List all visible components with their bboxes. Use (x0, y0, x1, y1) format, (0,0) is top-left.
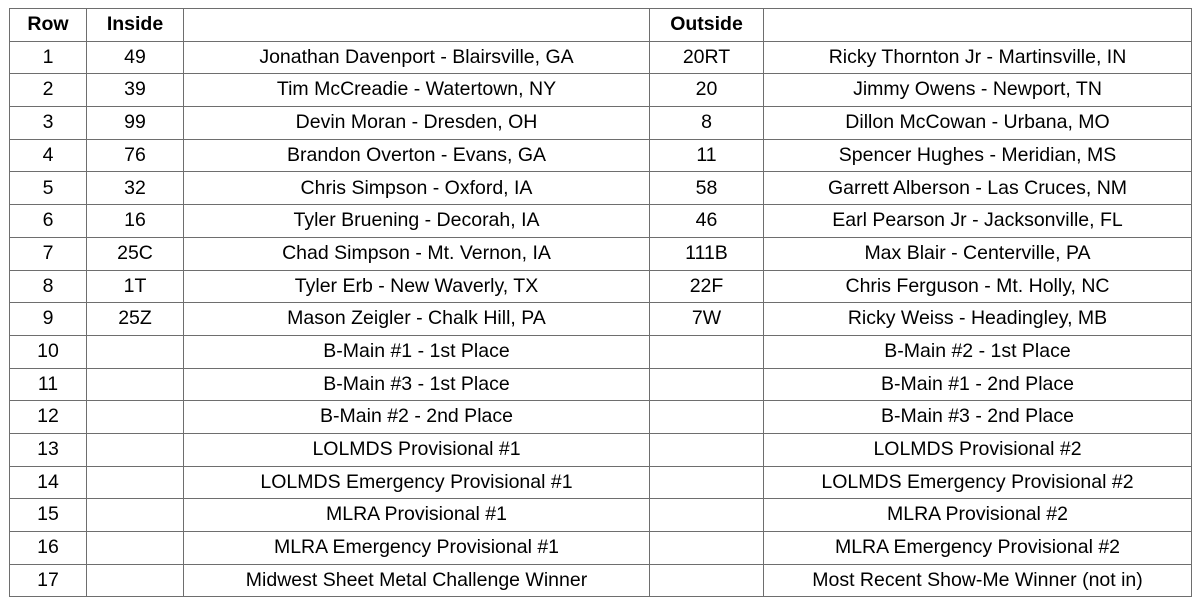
inside-car-number-cell: 39 (87, 74, 184, 107)
row-number-cell: 7 (10, 237, 87, 270)
lineup-table-container (9, 8, 1192, 597)
inside-driver-cell: B-Main #1 - 1st Place (184, 335, 650, 368)
outside-car-number-cell (650, 368, 764, 401)
row-number-cell: 10 (10, 335, 87, 368)
outside-driver-cell: Ricky Weiss - Headingley, MB (764, 303, 1192, 336)
table-row (10, 499, 1192, 532)
outside-car-number-cell (650, 499, 764, 532)
table-row (10, 205, 1192, 238)
outside-car-number-cell (650, 335, 764, 368)
outside-car-number-cell: 58 (650, 172, 764, 205)
table-row (10, 237, 1192, 270)
outside-car-number-cell: 111B (650, 237, 764, 270)
outside-driver-cell: MLRA Provisional #2 (764, 499, 1192, 532)
outside-driver-cell: Most Recent Show-Me Winner (not in) (764, 564, 1192, 597)
table-row (10, 433, 1192, 466)
table-row (10, 172, 1192, 205)
outside-driver-cell: LOLMDS Provisional #2 (764, 433, 1192, 466)
header-row (10, 9, 1192, 42)
inside-driver-cell: Chris Simpson - Oxford, IA (184, 172, 650, 205)
inside-driver-cell: Tyler Bruening - Decorah, IA (184, 205, 650, 238)
inside-car-number-cell: 49 (87, 41, 184, 74)
lineup-body (10, 41, 1192, 597)
outside-car-number-cell: 22F (650, 270, 764, 303)
table-row (10, 532, 1192, 565)
row-number-cell: 6 (10, 205, 87, 238)
inside-driver-cell: Brandon Overton - Evans, GA (184, 139, 650, 172)
inside-driver-cell: Tim McCreadie - Watertown, NY (184, 74, 650, 107)
row-number-cell: 13 (10, 433, 87, 466)
inside-car-number-cell (87, 466, 184, 499)
inside-driver-cell: Chad Simpson - Mt. Vernon, IA (184, 237, 650, 270)
inside-car-number-cell (87, 335, 184, 368)
outside-car-number-cell (650, 532, 764, 565)
inside-car-number-cell (87, 564, 184, 597)
table-row (10, 270, 1192, 303)
inside-car-number-cell (87, 401, 184, 434)
outside-car-number-cell (650, 433, 764, 466)
row-number-cell: 4 (10, 139, 87, 172)
inside-driver-cell: MLRA Emergency Provisional #1 (184, 532, 650, 565)
table-row (10, 368, 1192, 401)
inside-car-number-cell: 32 (87, 172, 184, 205)
inside-car-number-cell: 16 (87, 205, 184, 238)
outside-car-number-cell: 7W (650, 303, 764, 336)
outside-car-number-cell (650, 564, 764, 597)
table-row (10, 107, 1192, 140)
row-number-cell: 15 (10, 499, 87, 532)
outside-car-number-cell: 46 (650, 205, 764, 238)
table-row (10, 303, 1192, 336)
row-number-cell: 14 (10, 466, 87, 499)
row-number-cell: 5 (10, 172, 87, 205)
header-inside-driver (184, 9, 650, 42)
row-number-cell: 17 (10, 564, 87, 597)
outside-driver-cell: Chris Ferguson - Mt. Holly, NC (764, 270, 1192, 303)
outside-driver-cell: B-Main #2 - 1st Place (764, 335, 1192, 368)
table-row (10, 41, 1192, 74)
header-inside: Inside (87, 9, 184, 42)
inside-car-number-cell (87, 433, 184, 466)
outside-driver-cell: B-Main #3 - 2nd Place (764, 401, 1192, 434)
inside-driver-cell: MLRA Provisional #1 (184, 499, 650, 532)
inside-driver-cell: LOLMDS Provisional #1 (184, 433, 650, 466)
table-row (10, 564, 1192, 597)
inside-driver-cell: Tyler Erb - New Waverly, TX (184, 270, 650, 303)
inside-driver-cell: Devin Moran - Dresden, OH (184, 107, 650, 140)
outside-driver-cell: Max Blair - Centerville, PA (764, 237, 1192, 270)
inside-car-number-cell (87, 532, 184, 565)
outside-driver-cell: Ricky Thornton Jr - Martinsville, IN (764, 41, 1192, 74)
inside-driver-cell: B-Main #3 - 1st Place (184, 368, 650, 401)
row-number-cell: 8 (10, 270, 87, 303)
row-number-cell: 9 (10, 303, 87, 336)
outside-driver-cell: Dillon McCowan - Urbana, MO (764, 107, 1192, 140)
row-number-cell: 1 (10, 41, 87, 74)
outside-driver-cell: Spencer Hughes - Meridian, MS (764, 139, 1192, 172)
outside-driver-cell: LOLMDS Emergency Provisional #2 (764, 466, 1192, 499)
row-number-cell: 2 (10, 74, 87, 107)
inside-driver-cell: Jonathan Davenport - Blairsville, GA (184, 41, 650, 74)
outside-driver-cell: B-Main #1 - 2nd Place (764, 368, 1192, 401)
outside-car-number-cell: 20RT (650, 41, 764, 74)
outside-car-number-cell: 20 (650, 74, 764, 107)
row-number-cell: 3 (10, 107, 87, 140)
outside-car-number-cell (650, 466, 764, 499)
outside-driver-cell: MLRA Emergency Provisional #2 (764, 532, 1192, 565)
outside-car-number-cell: 11 (650, 139, 764, 172)
inside-car-number-cell: 25C (87, 237, 184, 270)
outside-driver-cell: Garrett Alberson - Las Cruces, NM (764, 172, 1192, 205)
inside-car-number-cell: 25Z (87, 303, 184, 336)
inside-driver-cell: Midwest Sheet Metal Challenge Winner (184, 564, 650, 597)
inside-driver-cell: B-Main #2 - 2nd Place (184, 401, 650, 434)
inside-car-number-cell (87, 368, 184, 401)
row-number-cell: 12 (10, 401, 87, 434)
outside-driver-cell: Earl Pearson Jr - Jacksonville, FL (764, 205, 1192, 238)
row-number-cell: 16 (10, 532, 87, 565)
header-outside-driver (764, 9, 1192, 42)
table-row (10, 335, 1192, 368)
header-outside: Outside (650, 9, 764, 42)
row-number-cell: 11 (10, 368, 87, 401)
outside-car-number-cell: 8 (650, 107, 764, 140)
inside-car-number-cell: 99 (87, 107, 184, 140)
inside-car-number-cell (87, 499, 184, 532)
inside-driver-cell: Mason Zeigler - Chalk Hill, PA (184, 303, 650, 336)
table-row (10, 74, 1192, 107)
table-row (10, 466, 1192, 499)
outside-car-number-cell (650, 401, 764, 434)
inside-car-number-cell: 76 (87, 139, 184, 172)
table-row (10, 139, 1192, 172)
starting-lineup-table (9, 8, 1192, 597)
outside-driver-cell: Jimmy Owens - Newport, TN (764, 74, 1192, 107)
inside-driver-cell: LOLMDS Emergency Provisional #1 (184, 466, 650, 499)
header-row-number: Row (10, 9, 87, 42)
inside-car-number-cell: 1T (87, 270, 184, 303)
table-row (10, 401, 1192, 434)
